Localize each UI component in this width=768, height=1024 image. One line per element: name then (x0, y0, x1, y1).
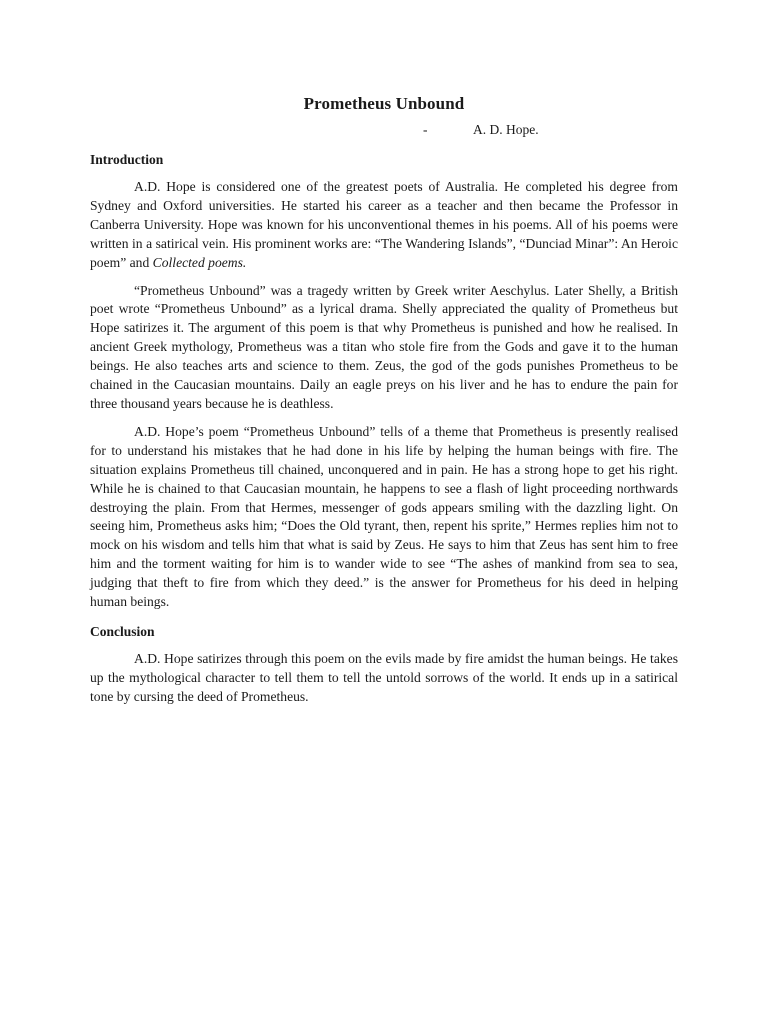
author-name: A. D. Hope. (473, 122, 539, 137)
introduction-paragraph-3: A.D. Hope’s poem “Prometheus Unbound” tells of a theme that Prometheus is presently realised for to understand his mistakes that he had done in his life by helping the human beings with fire. The situation explains Prometheus till chained, unconquered and in pain. He has a strong hope to get his right. While he is chained to that Caucasian mountain, he happens to see a flash of light proceeding northwards destroying the plain. From that Hermes, messenger of gods appears smiling with the dazzling light. On seeing him, Prometheus asks him; “Does the Old tyrant, then, repent his sprite,” Hermes replies him not to mock on his wisdom and tells him that what is said by Zeus. He says to him that Zeus has sent him to free him and the torment waiting for him is to wander wide to see “The ashes of mankind from sea to sea, judging that theft to fire from which they deed.” is the answer for Prometheus for his deed in helping human beings. (90, 423, 678, 610)
author-dash: - (423, 122, 428, 137)
document-body (90, 92, 678, 716)
introduction-paragraph-1 (90, 178, 678, 273)
introduction-paragraph-2: “Prometheus Unbound” was a tragedy written by Greek writer Aeschylus. Later Shelly, a British poet wrote “Prometheus Unbound” as a lyrical drama. Shelly appreciated the quality of Prometheus but Hope satirizes it. The argument of this poem is that why Prometheus is punished and how he realised. In ancient Greek mythology, Prometheus was a titan who stole fire from the Gods and gave it to the human beings. He also teaches arts and science to them. Zeus, the god of the gods punishes Prometheus to be chained in the Caucasian mountains. Daily an eagle preys on his liver and he has to endure the pain for three thousand years because he is deathless. (90, 282, 678, 411)
collected-poems-italic: Collected poems. (152, 254, 247, 270)
introduction-heading: Introduction (90, 152, 164, 167)
conclusion-heading: Conclusion (90, 623, 155, 639)
introduction-paragraph-1-text: A.D. Hope is considered one of the greatest poets of Australia. He completed his degree from Sydney and Oxford universities. He started his career as a teacher and then became the Professor in Canberra University. Hope was known for his unconventional themes in his poems. All of his poems were written in a satirical vein. His prominent works are: “The Wandering Islands”, “Dunciad Minar”: An Heroic poem” and (90, 179, 678, 270)
document-title: Prometheus Unbound (303, 94, 465, 113)
conclusion-paragraph-1: A.D. Hope satirizes through this poem on the evils made by fire amidst the human beings. He takes up the mythological character to tell them to tell the untold sorrows of the world. It ends up in a satirical tone by cursing the deed of Prometheus. (90, 650, 678, 704)
author-line (90, 120, 678, 140)
